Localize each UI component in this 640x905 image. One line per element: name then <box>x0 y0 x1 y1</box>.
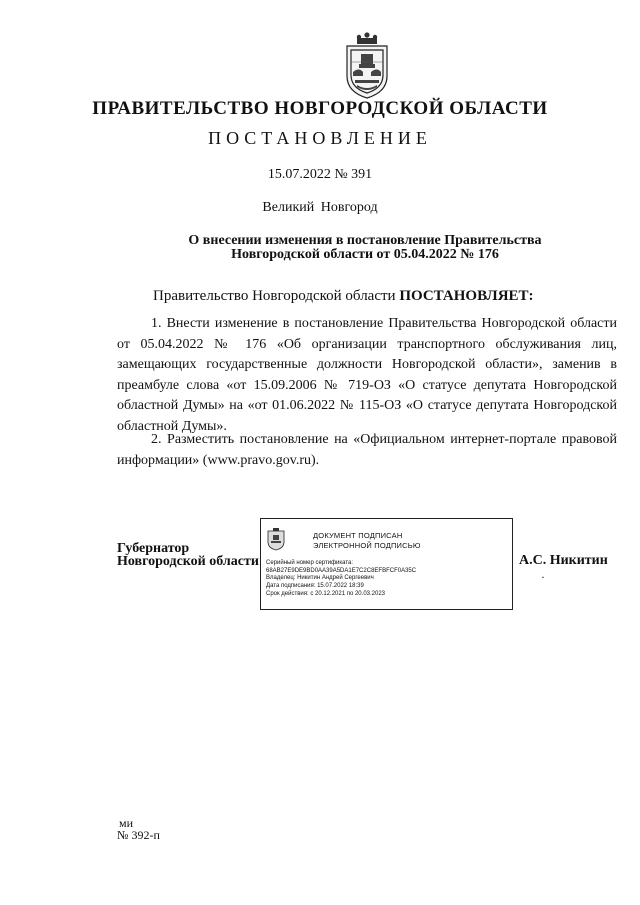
stamp-serial: 68AB27E9DE9BD0AA39A5DA1E7C2C8EFBFCF0A35C <box>266 567 417 574</box>
signer-name: А.С. Никитин <box>519 553 608 568</box>
document-date-number: 15.07.2022 № 391 <box>267 167 373 182</box>
electronic-signature-stamp <box>260 518 513 610</box>
signer-position-line-1: Губернатор <box>117 541 190 556</box>
preamble-text: Правительство Новгородской области <box>153 288 400 304</box>
decorative-dot: · <box>541 570 545 584</box>
stamp-serial-label: Серийный номер сертификата: <box>266 560 354 566</box>
stamp-owner: Владелец: Никитин Андрей Сергеевич <box>266 575 374 582</box>
stamp-validity: Срок действия: с 20.12.2021 по 20.03.2023 <box>266 590 386 597</box>
signer-position <box>117 542 259 568</box>
subject-line-2: Новгородской области от 05.04.2022 № 176 <box>231 247 499 262</box>
government-title: ПРАВИТЕЛЬСТВО НОВГОРОДСКОЙ ОБЛАСТИ <box>92 98 548 119</box>
subject-line-1: О внесении изменения в постановление Правительства <box>188 233 542 248</box>
footer-initials: ми <box>119 816 134 830</box>
preamble-decree-word: ПОСТАНОВЛЯЕТ: <box>399 288 534 304</box>
preamble <box>153 288 534 305</box>
stamp-header-line-1: ДОКУМЕНТ ПОДПИСАН <box>313 531 403 540</box>
stamp-header <box>313 531 421 551</box>
signer-position-line-2: Новгородской области <box>117 554 259 569</box>
paragraph-1: 1. Внести изменение в постановление Правительства Новгородской области от 05.04.2022 № 176 «Об организации транспортного обслуживания лиц, замещающих государственные должности Новгородской области», заменив в преамбуле слова «от 15.09.2006 № 719-ОЗ «О статусе депутата Новгородской областной Думы» на «от 01.06.2022 № 115-ОЗ «О статусе депутата Новгородской областной Думы». <box>117 316 617 434</box>
document-subject <box>150 234 580 262</box>
coat-of-arms-icon <box>337 32 397 100</box>
document-city: Великий Новгород <box>262 200 378 215</box>
stamp-header-line-2: ЭЛЕКТРОННОЙ ПОДПИСЬЮ <box>313 541 421 550</box>
stamp-signed-date: Дата подписания: 15.07.2022 18:39 <box>266 583 364 590</box>
coat-of-arms-icon <box>266 527 286 551</box>
stamp-details <box>266 560 416 599</box>
footer-number: № 392-п <box>117 828 160 842</box>
document-type: ПОСТАНОВЛЕНИЕ <box>208 128 432 148</box>
paragraph-2: 2. Разместить постановление на «Официальном интернет-портале правовой информации» (www.pravo.gov.ru). <box>117 432 617 468</box>
